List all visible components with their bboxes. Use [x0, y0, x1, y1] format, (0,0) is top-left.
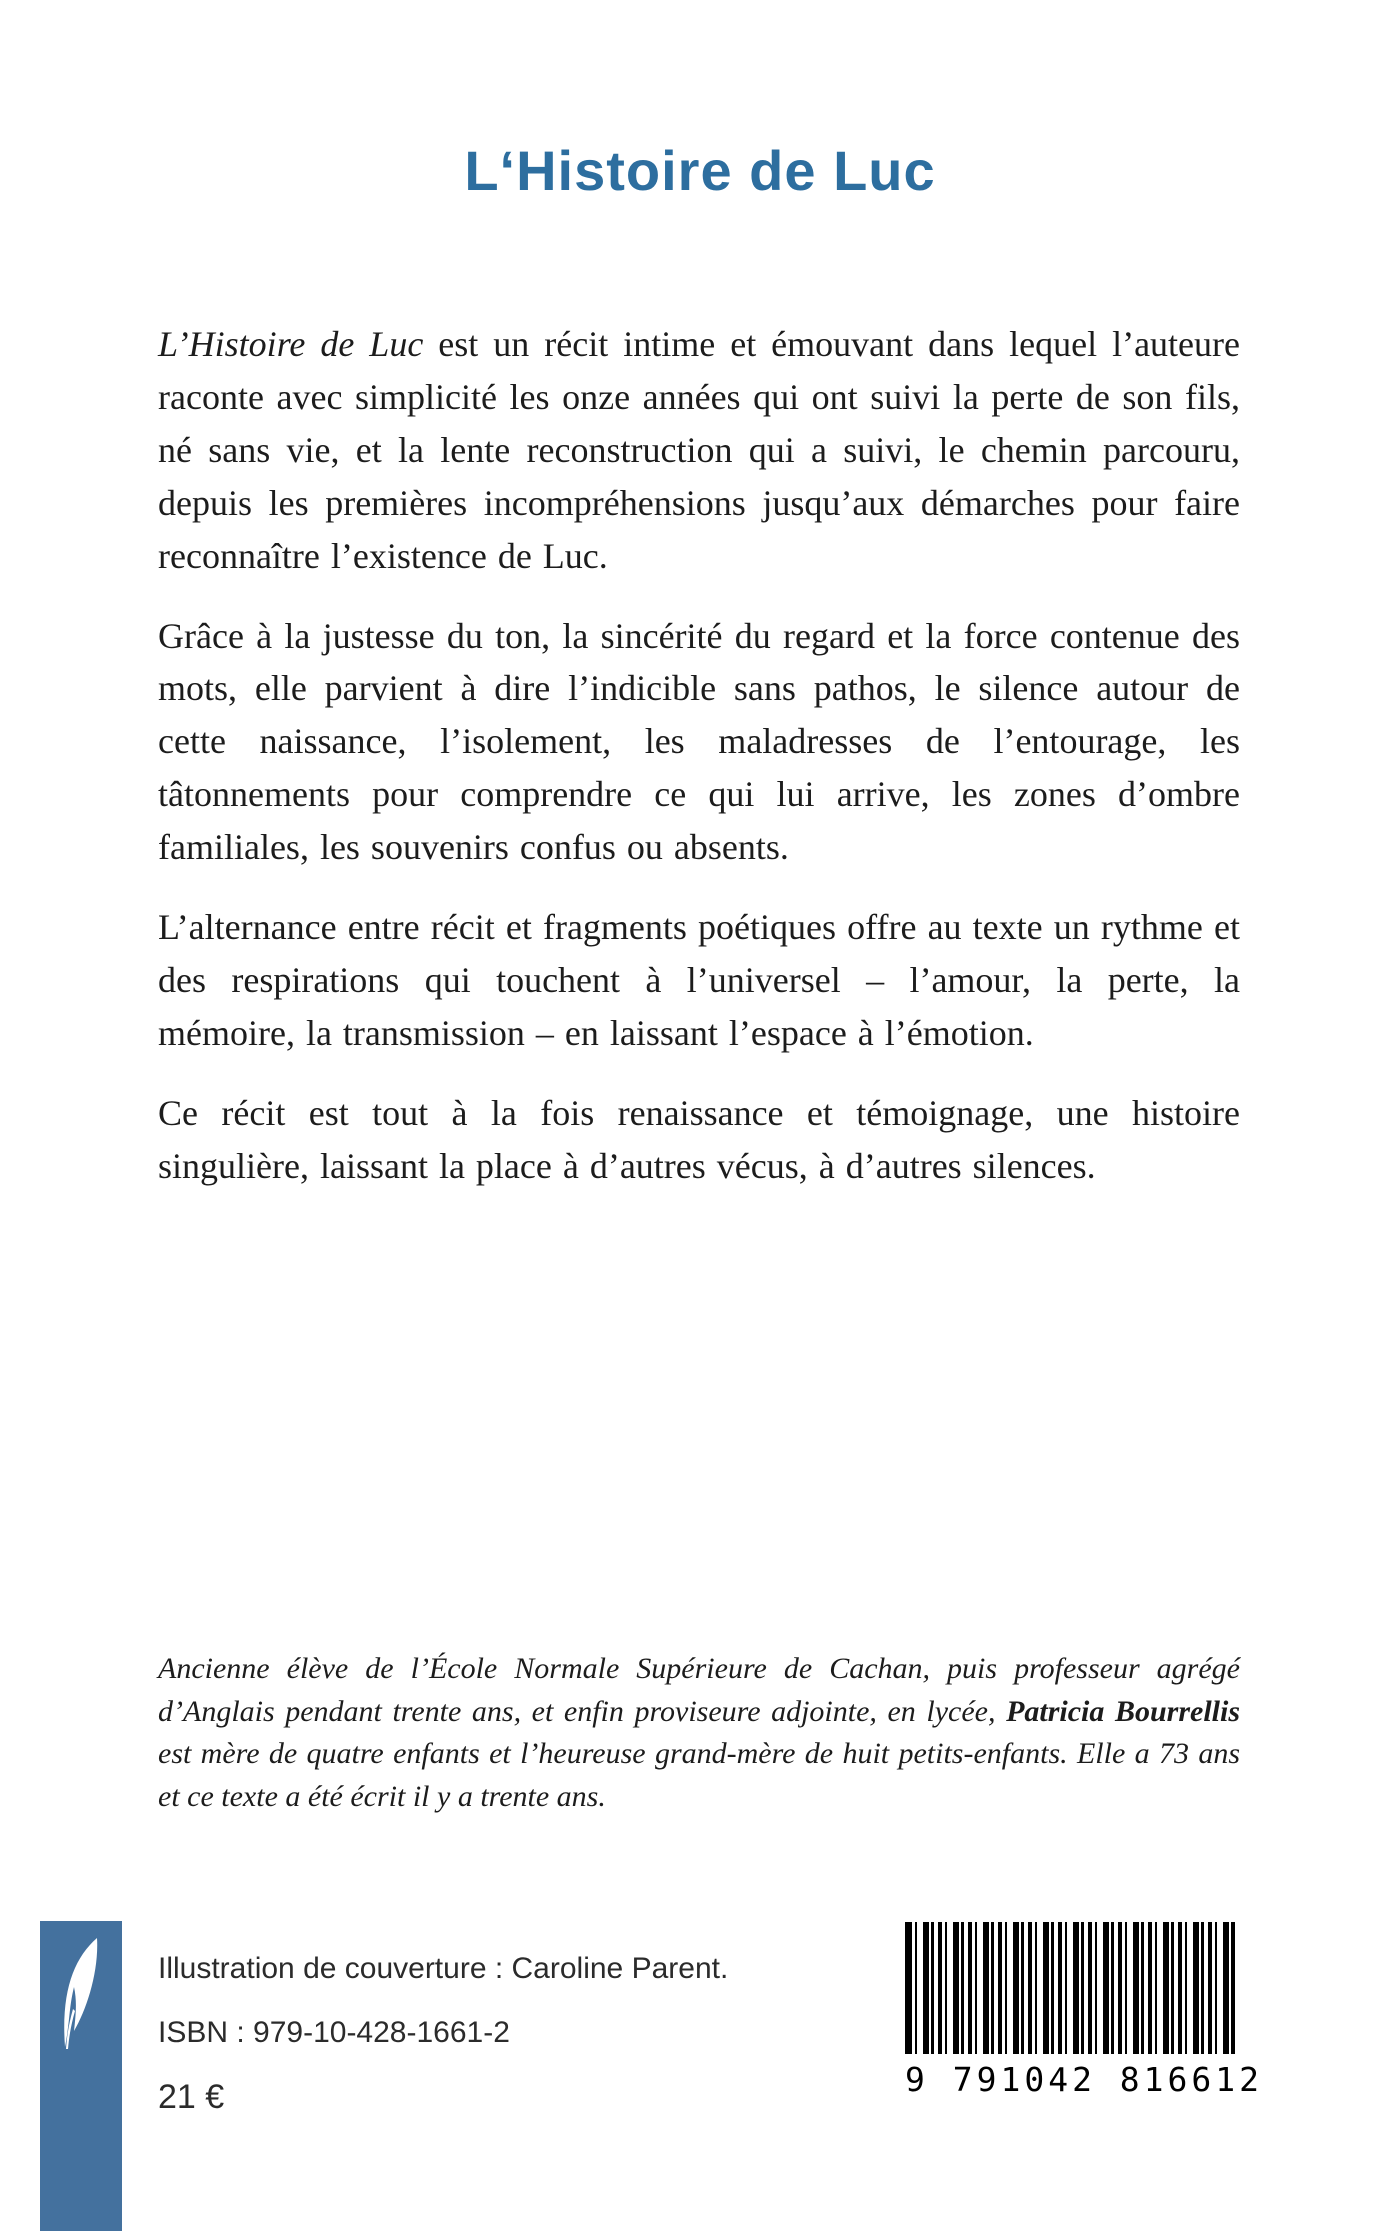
author-bio-text: Ancienne élève de l’École Normale Supérieure de Cachan, puis professeur agrégé d’Anglais pendant trente ans, et enfin proviseure adjointe, en lycée, — [158, 1652, 1240, 1728]
author-bio-text: est mère de quatre enfants et l’heureuse grand-mère de huit petits-enfants. Elle a 73 ans et ce texte a été écrit il y a trente ans. — [158, 1737, 1240, 1813]
synopsis-paragraph-text: L’alternance entre récit et fragments poétiques offre au texte un rythme et des respirations qui touchent à l’universel – l’amour, la perte, la mémoire, la transmission – en laissant l’espace à l’émotion. — [158, 907, 1240, 1053]
synopsis-block — [158, 318, 1240, 1220]
synopsis-paragraph — [158, 901, 1240, 1060]
barcode — [905, 1922, 1264, 2102]
synopsis-paragraph — [158, 318, 1240, 583]
quill-feather-logo-icon — [57, 1935, 105, 2053]
synopsis-paragraph-lead: L’Histoire de Luc — [158, 324, 424, 364]
author-name: Patricia Bourrellis — [1006, 1694, 1240, 1728]
price-text: 21 € — [158, 2078, 225, 2116]
publisher-spine-bar — [40, 1921, 122, 2231]
isbn-text: ISBN : 979-10-428-1661-2 — [158, 2016, 510, 2049]
illustration-credit: Illustration de couverture : Caroline Parent. — [158, 1952, 729, 1985]
synopsis-paragraph — [158, 1087, 1240, 1193]
synopsis-paragraph-text: Ce récit est tout à la fois renaissance et témoignage, une histoire singulière, laissant la place à d’autres vécus, à d’autres silences. — [158, 1092, 1240, 1186]
barcode-number: 9 791042 816612 — [905, 2060, 1264, 2099]
synopsis-paragraph — [158, 610, 1240, 875]
barcode-bars-icon — [905, 1922, 1235, 2054]
author-bio — [158, 1648, 1240, 1818]
synopsis-paragraph-text: Grâce à la justesse du ton, la sincérité du regard et la force contenue des mots, elle parvient à dire l’indicible sans pathos, le silence autour de cette naissance, l’isolement, les maladresses de l’entourage, les tâtonnements pour comprendre ce qui lui arrive, les zones d’ombre familiales, les souvenirs confus ou absents. — [158, 615, 1240, 868]
book-title: L‘Histoire de Luc — [464, 139, 936, 202]
synopsis-paragraph-text: est un récit intime et émouvant dans lequel l’auteure raconte avec simplicité les onze années qui ont suivi la perte de son fils, né sans vie, et la lente reconstruction qui a suivi, le chemin parcouru, depuis les premières incompréhensions jusqu’aux démarches pour faire reconnaître l’existence de Luc. — [158, 324, 1240, 576]
